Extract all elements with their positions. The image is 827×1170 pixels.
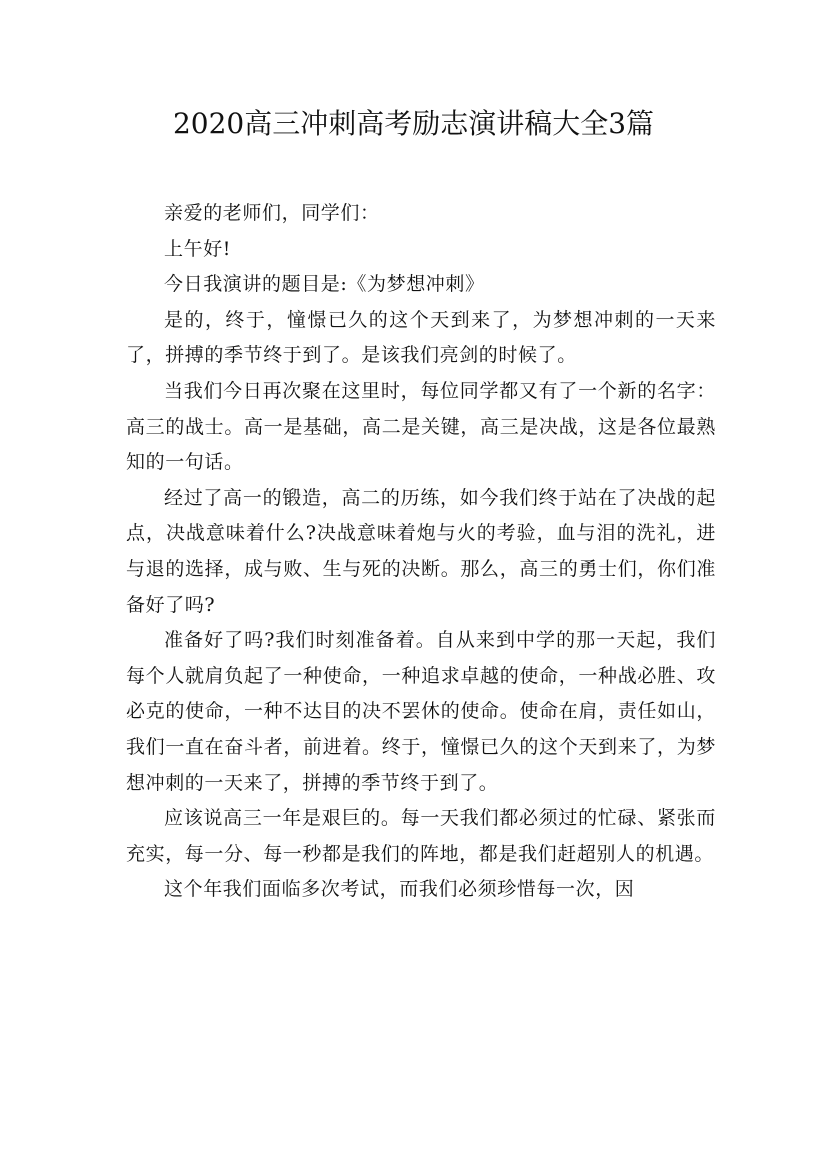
document-title: 2020高三冲刺高考励志演讲稿大全3篇 <box>172 107 655 140</box>
paragraph: 是的，终于，憧憬已久的这个天到来了，为梦想冲刺的一天来了，拼搏的季节终于到了。是该我们亮剑的时候了。 <box>126 308 716 367</box>
paragraph-salutation: 上午好! <box>164 237 232 260</box>
paragraph: 这个年我们面临多次考试，而我们必须珍惜每一次，因 <box>164 878 635 901</box>
paragraph-greeting: 亲爱的老师们，同学们： <box>164 202 380 224</box>
document-body <box>126 196 716 908</box>
paragraph: 当我们今日再次聚在这里时，每位同学都又有了一个新的名字：高三的战士。高一是基础，高二是关键，高三是决战，这是各位最熟知的一句话。 <box>126 379 716 474</box>
paragraph-topic: 今日我演讲的题目是:《为梦想冲刺》 <box>164 273 485 296</box>
paragraph: 经过了高一的锻造，高二的历练，如今我们终于站在了决战的起点，决战意味着什么?决战意味着炮与火的考验，血与泪的洗礼，进与退的选择，成与败、生与死的决断。那么，高三的勇士们，你们准备好了吗? <box>126 486 716 616</box>
paragraph: 应该说高三一年是艰巨的。每一天我们都必须过的忙碌、紧张而充实，每一分、每一秒都是我们的阵地，都是我们赶超别人的机遇。 <box>126 807 716 865</box>
paragraph: 准备好了吗?我们时刻准备着。自从来到中学的那一天起，我们每个人就肩负起了一种使命，一种追求卓越的使命，一种战必胜、攻必克的使命，一种不达目的决不罢休的使命。使命在肩，责任如山，我们一直在奋斗者，前进着。终于，憧憬已久的这个天到来了，为梦想冲刺的一天来了，拼搏的季节终于到了。 <box>126 629 716 794</box>
